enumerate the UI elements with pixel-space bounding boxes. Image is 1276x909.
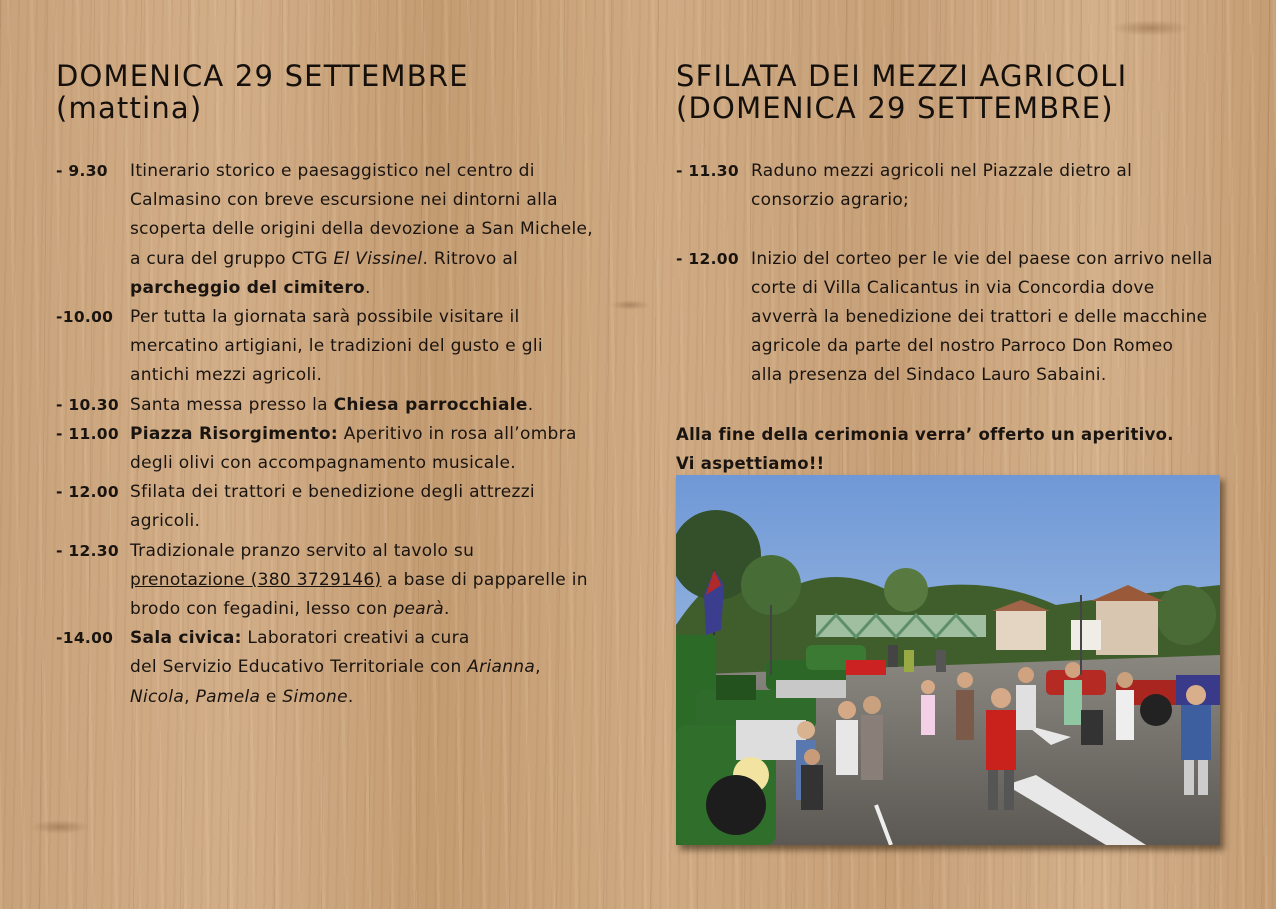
item-text: Sfilata dei trattori e benedizione degli attrezzi: [130, 482, 535, 503]
schedule-item: [56, 303, 626, 391]
item-text: a base di papparelle in: [381, 569, 588, 590]
dish-name: pearà: [393, 599, 445, 620]
item-text: [130, 420, 626, 449]
item-text: consorzio agrario;: [751, 190, 910, 211]
educator-name: Nicola: [130, 686, 185, 707]
schedule-item: [56, 537, 626, 625]
item-text: . Ritrovo al: [422, 248, 519, 269]
item-text: Santa messa presso la: [130, 394, 334, 415]
educator-name: Pamela: [195, 686, 261, 707]
title-line: SFILATA DEI MEZZI AGRICOLI: [676, 59, 1128, 93]
item-text: .: [347, 686, 354, 707]
item-text: .: [527, 394, 534, 415]
closing-line: Vi aspettiamo!!: [676, 453, 825, 473]
schedule-item: [56, 391, 626, 420]
title-line: DOMENICA 29 SETTEMBRE: [56, 59, 469, 93]
item-text: Itinerario storico e paesaggistico nel centro di: [130, 161, 535, 181]
spacer: [676, 215, 1236, 244]
item-text: [130, 391, 626, 420]
wood-knot: [1110, 20, 1190, 36]
item-text: ,: [184, 686, 196, 707]
item-time: - 10.30: [56, 395, 119, 414]
item-text: Aperitivo in rosa all’ombra: [337, 423, 577, 444]
item-time: - 12.30: [56, 541, 119, 560]
schedule-item: [56, 157, 626, 303]
item-text: ,: [535, 657, 541, 678]
item-text: [130, 624, 626, 653]
item-text: Tradizionale pranzo servito al tavolo su: [130, 540, 475, 561]
title-line: (mattina): [56, 91, 203, 125]
item-time: - 12.00: [56, 483, 119, 502]
item-text: antichi mezzi agricoli.: [130, 365, 323, 386]
educator-name: Simone: [282, 686, 348, 707]
schedule-item: [676, 245, 1236, 391]
educator-name: Arianna: [467, 657, 536, 678]
tractor-parade-photo: [676, 475, 1220, 845]
parade-title: [676, 60, 1236, 124]
item-text: Calmasino con breve escursione nei dintorni alla: [130, 190, 558, 211]
item-text: alla presenza del Sindaco Lauro Sabaini.: [751, 365, 1107, 386]
schedule-item: [56, 624, 626, 712]
item-text: degli olivi con accompagnamento musicale.: [130, 453, 516, 474]
reservation-phone: prenotazione (380 3729146): [130, 569, 382, 590]
item-text: Inizio del corteo per le vie del paese con arrivo nella: [751, 248, 1213, 269]
item-text: [130, 566, 626, 595]
item-text: Per tutta la giornata sarà possibile visitare il: [130, 307, 520, 328]
item-text: [130, 595, 626, 624]
item-time: -14.00: [56, 629, 114, 648]
item-time: - 11.00: [56, 424, 119, 443]
schedule-item: [56, 420, 626, 478]
morning-program-column: [56, 60, 626, 712]
item-text: [130, 683, 626, 712]
item-text: [130, 245, 626, 274]
meeting-point: parcheggio del cimitero: [130, 277, 366, 298]
square-location: Piazza Risorgimento:: [130, 423, 338, 444]
group-name: El Vissinel: [333, 248, 423, 269]
item-text: agricole da parte del nostro Parroco Don Romeo: [751, 336, 1174, 357]
morning-program-title: [56, 60, 626, 124]
item-time: - 12.00: [676, 249, 739, 268]
item-text: Raduno mezzi agricoli nel Piazzale dietro al: [751, 161, 1133, 181]
item-text: corte di Villa Calicantus in via Concordia dove: [751, 277, 1155, 298]
item-text: .: [444, 599, 450, 620]
item-text: Laboratori creativi a cura: [241, 628, 470, 649]
closing-line: Alla fine della cerimonia verra’ offerto un aperitivo.: [676, 424, 1174, 444]
wood-knot: [30, 820, 90, 834]
schedule-list: [56, 157, 626, 712]
item-text: [130, 653, 626, 682]
item-text: .: [365, 277, 371, 298]
item-text: e: [260, 686, 283, 707]
parade-schedule-list: [676, 157, 1236, 478]
item-time: -10.00: [56, 308, 114, 327]
church-location: Chiesa parrocchiale: [333, 394, 528, 415]
item-text: scoperta delle origini della devozione a San Michele,: [130, 219, 593, 240]
spacer: [676, 391, 1236, 420]
title-line: (DOMENICA 29 SETTEMBRE): [676, 91, 1114, 125]
item-text: a cura del gruppo CTG: [130, 248, 334, 269]
item-time: - 9.30: [56, 162, 108, 180]
parade-column: [676, 60, 1236, 478]
item-text: brodo con fegadini, lesso con: [130, 599, 394, 620]
item-time: - 11.30: [676, 162, 739, 180]
item-text: del Servizio Educativo Territoriale con: [130, 657, 468, 678]
item-text: [130, 274, 626, 303]
schedule-item: [676, 157, 1236, 215]
closing-message: [676, 420, 1236, 478]
item-text: avverrà la benedizione dei trattori e delle macchine: [751, 307, 1208, 327]
photo-illustration: [676, 475, 1220, 845]
hall-location: Sala civica:: [130, 628, 242, 649]
schedule-item: [56, 478, 626, 536]
item-text: agricoli.: [130, 511, 201, 532]
item-text: mercatino artigiani, le tradizioni del gusto e gli: [130, 336, 543, 357]
